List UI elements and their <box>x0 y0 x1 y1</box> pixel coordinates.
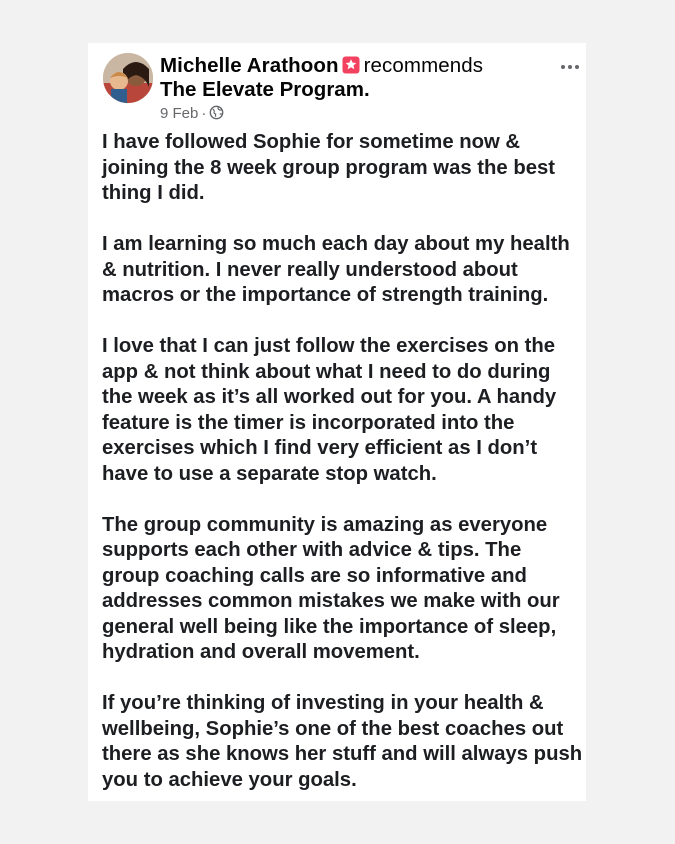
recommends-label: recommends <box>363 54 484 77</box>
post-header-line <box>160 54 560 78</box>
recommend-star-icon <box>342 56 360 74</box>
recommendation-post-card <box>88 43 586 801</box>
author-avatar[interactable] <box>103 53 153 103</box>
recommended-page-name[interactable]: The Elevate Program. <box>160 78 370 101</box>
post-paragraph: The group community is amazing as everyone supports each other with advice & tips. The group coaching calls are so informative and addresses common mistakes we make with our general well being like the importance of sleep, hydration and overall movement. <box>102 513 560 663</box>
author-name[interactable]: Michelle Arathoon <box>160 54 339 77</box>
post-date[interactable]: 9 Feb <box>160 105 199 122</box>
more-options-icon[interactable] <box>558 57 582 77</box>
post-paragraph: I love that I can just follow the exercises on the app & not think about what I need to do during the week as it’s all worked out for you. A handy feature is the timer is incorporated into the exercises which I find very efficient as I don’t have to use a separate stop watch. <box>102 335 557 485</box>
post-meta <box>160 104 224 124</box>
post-paragraph: I have followed Sophie for sometime now & joining the 8 week group program was the best thing I did. <box>102 131 556 204</box>
meta-separator: · <box>201 105 207 122</box>
globe-icon <box>209 105 224 120</box>
post-paragraph: If you’re thinking of investing in your health & wellbeing, Sophie’s one of the best coaches out there as she knows her stuff and will always push you to achieve your goals. <box>102 692 583 791</box>
post-paragraph: I am learning so much each day about my health & nutrition. I never really understood about macros or the importance of strength training. <box>102 233 570 306</box>
post-text <box>102 130 584 793</box>
